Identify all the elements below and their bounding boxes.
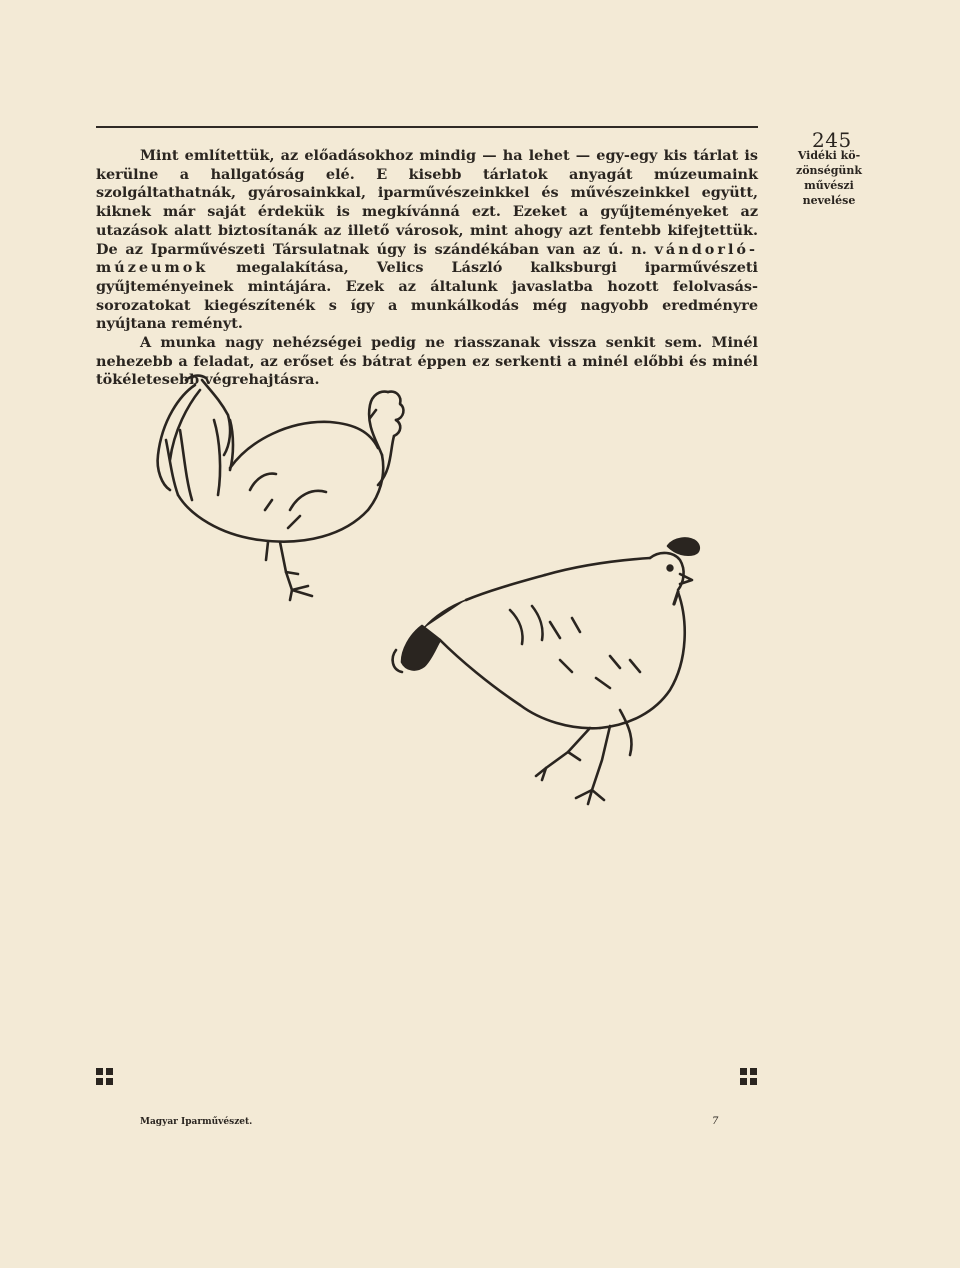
margin-note-line: zönségünk xyxy=(795,164,863,177)
rooster-drawing xyxy=(158,376,404,600)
paragraph-1-part-b: megalakítása, Velics László kalksburgi iparművészeti gyűjteményeinek mintájára. Ezek az általunk javaslatba hozott felolvasás-sorozatokat kiegészítenék s így a munkálkodás még nagyobb eredményre nyújtana reményt. xyxy=(96,259,758,333)
chicken-illustration xyxy=(140,360,760,830)
ornament-left xyxy=(96,1068,114,1086)
paragraph-1 xyxy=(96,147,758,334)
footer-publication: Magyar Iparművészet. xyxy=(140,1117,253,1127)
margin-note-line: nevelése xyxy=(802,194,856,207)
hen-drawing xyxy=(393,539,699,804)
margin-note xyxy=(774,148,884,208)
body-text xyxy=(96,147,758,390)
paragraph-1-part-a: Mint említettük, az előadásokhoz mindig — ha lehet — egy-egy kis tárlat is kerülne a hallgatóság elé. E kisebb tárlatok anyagát múzeumaink szolgáltathatnák, gyárosainkkal, iparművészeinkkel és művészeinkkel együtt, kiknek már saját érdekük is megkívánná ezt. Ezeket a gyűjteményeket az utazások alatt biztosítanák az illető városok, mint ahogy azt fentebb kifejtettük. De az Iparművészeti Társulatnak úgy is szándékában van az ú. n. xyxy=(96,147,758,258)
footer-signature: 7 xyxy=(712,1116,719,1127)
page-number: 245 xyxy=(812,128,852,152)
header-rule xyxy=(96,126,758,128)
margin-note-line: művészi xyxy=(804,179,854,192)
paragraph-2: A munka nagy nehézségei pedig ne riasszanak vissza senkit sem. Minél nehezebb a feladat, az erőset és bátrat éppen ez serkenti a minél előbbi és minél tökéletesebb végrehajtásra. xyxy=(96,334,758,389)
spaced-term: vándorló-múzeumok xyxy=(96,240,758,277)
ornament-right xyxy=(740,1068,758,1086)
margin-note-line: Vidéki kö- xyxy=(797,149,861,162)
